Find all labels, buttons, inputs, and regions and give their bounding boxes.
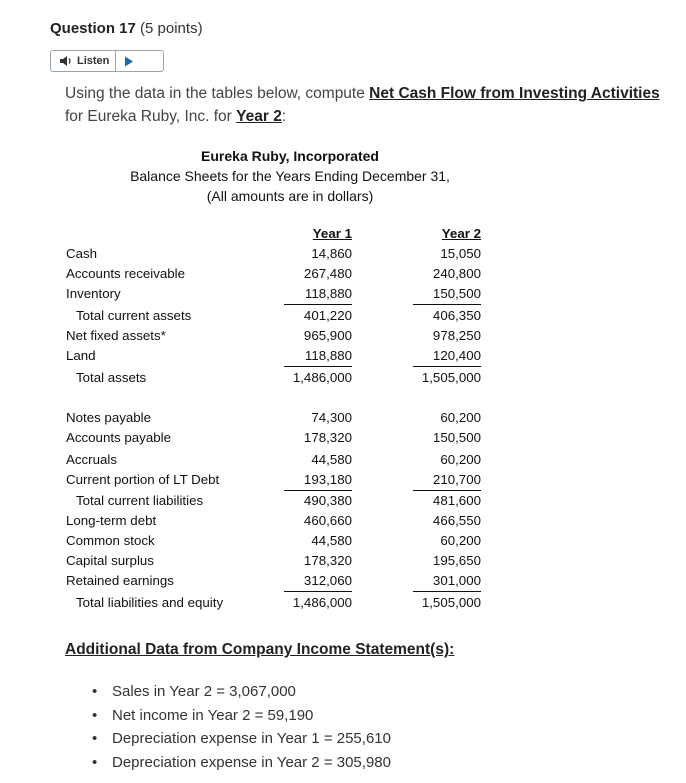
list-item: • Sales in Year 2 = 3,067,000 bbox=[92, 680, 391, 704]
prompt-term-year2: Year 2 bbox=[236, 108, 282, 125]
cell-year2: 150,500 bbox=[413, 284, 481, 305]
cell-year1: 14,860 bbox=[311, 246, 352, 261]
row-label: Capital surplus bbox=[66, 553, 154, 568]
cell-year1: 1,486,000 bbox=[292, 595, 352, 610]
cell-year2: 15,050 bbox=[440, 246, 481, 261]
table-row bbox=[66, 511, 156, 531]
cell-year1: 312,060 bbox=[284, 571, 352, 592]
cell-year1: 490,380 bbox=[303, 493, 352, 508]
table-row bbox=[66, 450, 117, 470]
cell-year1: 118,880 bbox=[284, 346, 352, 367]
list-item: • Net income in Year 2 = 59,190 bbox=[92, 704, 391, 728]
table-row bbox=[66, 551, 154, 571]
statement-title bbox=[60, 146, 520, 206]
cell-year1: 44,580 bbox=[311, 533, 352, 548]
question-prompt bbox=[65, 82, 665, 128]
question-label: Question 17 bbox=[50, 20, 136, 37]
list-item: • Depreciation expense in Year 2 = 305,980 bbox=[92, 751, 391, 775]
table-row bbox=[66, 470, 219, 490]
cell-year1: 74,300 bbox=[311, 410, 352, 425]
table-row bbox=[66, 428, 171, 448]
table-row bbox=[66, 326, 166, 346]
cell-year1: 44,580 bbox=[311, 452, 352, 467]
row-label: Current portion of LT Debt bbox=[66, 472, 220, 487]
listen-button[interactable] bbox=[51, 51, 116, 71]
row-label: Common stock bbox=[66, 533, 155, 548]
table-row bbox=[66, 244, 97, 264]
cell-year1: 965,900 bbox=[303, 328, 352, 343]
cell-year2: 210,700 bbox=[413, 470, 481, 491]
cell-year2: 195,650 bbox=[432, 553, 481, 568]
cell-year1: 460,660 bbox=[303, 513, 352, 528]
row-label: Notes payable bbox=[66, 410, 152, 425]
additional-data-list bbox=[92, 680, 391, 774]
table-row bbox=[66, 531, 155, 551]
statement-note: (All amounts are in dollars) bbox=[206, 188, 374, 204]
play-icon bbox=[124, 56, 134, 67]
play-button[interactable] bbox=[116, 51, 142, 71]
prompt-text-3: : bbox=[281, 108, 287, 125]
cell-year2: 301,000 bbox=[413, 571, 481, 592]
table-row-total bbox=[66, 593, 223, 613]
cell-year2: 60,200 bbox=[440, 533, 481, 548]
list-item: • Depreciation expense in Year 1 = 255,610 bbox=[92, 727, 391, 751]
cell-year2: 978,250 bbox=[432, 328, 481, 343]
cell-year2: 406,350 bbox=[432, 308, 481, 323]
row-label: Total liabilities and equity bbox=[76, 595, 224, 610]
table-row bbox=[66, 571, 174, 591]
listen-label: Listen bbox=[77, 55, 110, 67]
cell-year1: 178,320 bbox=[303, 430, 352, 445]
table-row-total bbox=[66, 368, 146, 388]
row-label: Total current liabilities bbox=[76, 493, 204, 508]
cell-year1: 401,220 bbox=[303, 308, 352, 323]
row-label: Land bbox=[66, 348, 96, 363]
cell-year1: 178,320 bbox=[303, 553, 352, 568]
cell-year1: 193,180 bbox=[284, 470, 352, 491]
prompt-text-2: for Eureka Ruby, Inc. for bbox=[65, 108, 237, 125]
row-label: Total current assets bbox=[76, 308, 192, 323]
col-header-year1: Year 1 bbox=[312, 226, 352, 241]
cell-year2: 240,800 bbox=[432, 266, 481, 281]
cell-year1: 1,486,000 bbox=[292, 370, 352, 385]
row-label: Accruals bbox=[66, 452, 117, 467]
table-row-subtotal bbox=[66, 306, 191, 326]
row-label: Net fixed assets* bbox=[66, 328, 166, 343]
table-row bbox=[66, 408, 151, 428]
row-label: Accounts receivable bbox=[66, 266, 185, 281]
cell-year2: 60,200 bbox=[440, 410, 481, 425]
cell-year2: 60,200 bbox=[440, 452, 481, 467]
table-row bbox=[66, 346, 96, 366]
prompt-text-1: Using the data in the tables below, compute bbox=[65, 85, 370, 102]
prompt-term-ncf-investing: Net Cash Flow from Investing Activities bbox=[369, 85, 660, 102]
cell-year2: 1,505,000 bbox=[421, 370, 481, 385]
question-points: (5 points) bbox=[140, 20, 203, 37]
row-label: Long-term debt bbox=[66, 513, 157, 528]
cell-year1: 267,480 bbox=[303, 266, 352, 281]
statement-subtitle: Balance Sheets for the Years Ending December 31, bbox=[130, 168, 450, 184]
cell-year2: 481,600 bbox=[432, 493, 481, 508]
company-name: Eureka Ruby, Incorporated bbox=[201, 148, 379, 164]
table-row bbox=[66, 284, 121, 304]
cell-year2: 1,505,000 bbox=[421, 595, 481, 610]
table-row-subtotal bbox=[66, 491, 203, 511]
cell-year2: 150,500 bbox=[432, 430, 481, 445]
cell-year1: 118,880 bbox=[284, 284, 352, 305]
row-label: Retained earnings bbox=[66, 573, 174, 588]
question-header bbox=[50, 20, 203, 37]
listen-widget bbox=[50, 50, 164, 72]
cell-year2: 466,550 bbox=[432, 513, 481, 528]
table-row bbox=[66, 264, 185, 284]
row-label: Inventory bbox=[66, 286, 121, 301]
row-label: Cash bbox=[66, 246, 98, 261]
row-label: Total assets bbox=[76, 370, 147, 385]
additional-data-heading: Additional Data from Company Income Statement(s): bbox=[65, 641, 455, 658]
col-header-year2: Year 2 bbox=[441, 226, 481, 241]
cell-year2: 120,400 bbox=[413, 346, 481, 367]
row-label: Accounts payable bbox=[66, 430, 171, 445]
speaker-icon bbox=[59, 55, 73, 67]
